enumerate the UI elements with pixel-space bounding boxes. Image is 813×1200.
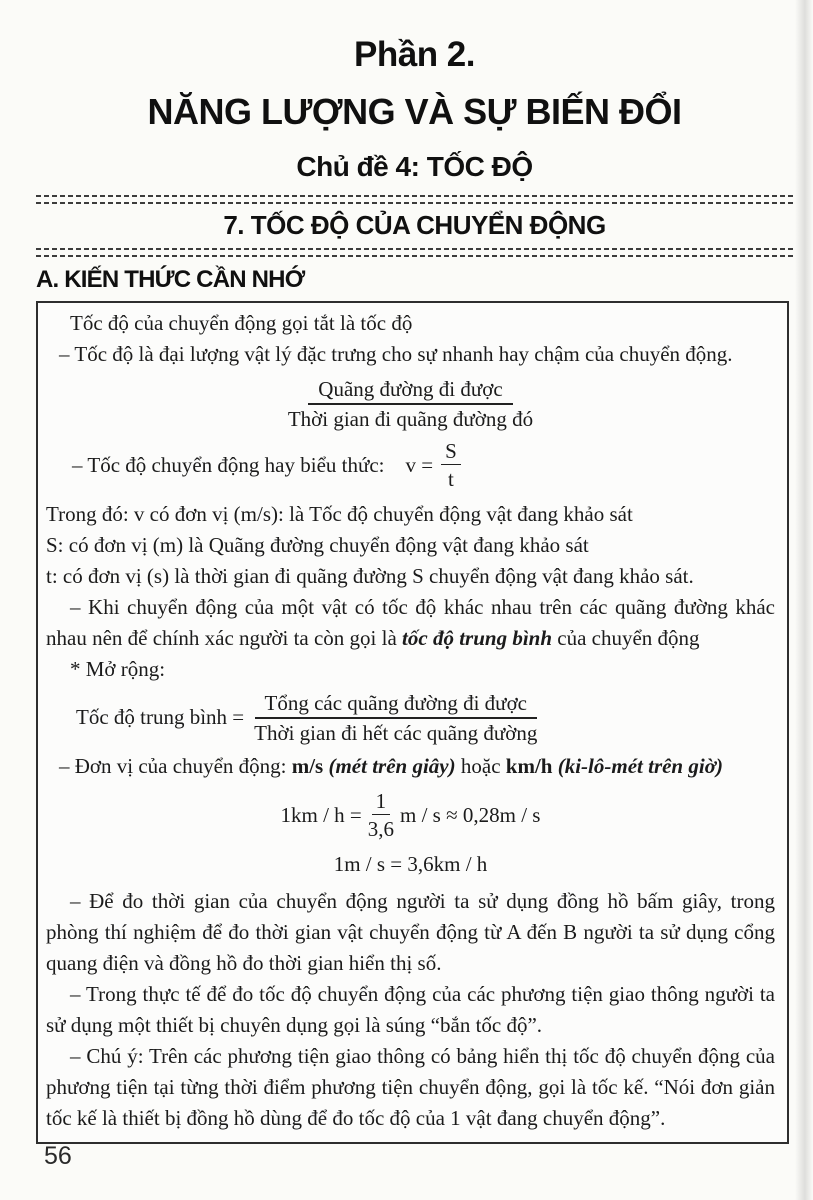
page-number: 56 [44, 1142, 72, 1170]
paragraph-speed-gun: – Trong thực tế để đo tốc độ chuyển động của các phương tiện giao thông người ta sử dụng một thiết bị chuyên dụng gọi là súng “bắn tốc độ”. [46, 981, 775, 1037]
section-divider-top [36, 195, 793, 204]
avg-formula-lhs: Tốc độ trung bình = [76, 705, 245, 730]
definition-line: – Tốc độ là đại lượng vật lý đặc trưng cho sự nhanh hay chậm của chuyển động. [59, 341, 733, 366]
conv1-left: 1km / h = [280, 802, 362, 827]
paragraph-speedometer-note: – Chú ý: Trên các phương tiện giao thông có bảng hiển thị tốc độ chuyển động của phương tiện tại từng thời điểm phương tiện chuyển động, gọi là tốc kế. “Nói đơn giản tốc kế là thiết bị đồng hồ dùng để đo tốc độ của 1 vật đang chuyển động”. [46, 1043, 775, 1130]
paragraph-measuring-time: – Để đo thời gian của chuyển động người ta sử dụng đồng hồ bấm giây, trong phòng thí nghiệm để đo thời gian vật chuyển động từ A đến B người ta sử dụng cổng quang điện và đồng hồ đo thời gian hiển thị số. [46, 888, 775, 975]
conversion-kmh-to-ms [46, 788, 775, 843]
unit-kmh: km/h [505, 754, 553, 779]
conv1-denominator: 3,6 [367, 817, 395, 842]
section-divider-bottom [36, 248, 793, 257]
speed-formula-denominator: t [448, 467, 454, 492]
speed-formula-numerator: S [441, 438, 461, 465]
intro-line: Tốc độ của chuyển động gọi tắt là tốc độ [70, 310, 413, 335]
part-label: Phần 2. [354, 35, 475, 74]
extension-label: * Mở rộng: [70, 656, 166, 681]
avg-formula-denominator: Thời gian đi hết các quãng đường [254, 720, 538, 745]
average-speed-formula [76, 690, 775, 747]
unit-line-prefix: – Đơn vị của chuyển động: [59, 754, 292, 779]
speed-formula-lhs: v = [405, 452, 434, 477]
avg-para-before: – Khi chuyển động của một vật có tốc độ khác nhau trên các quãng đường khác nhau nên để chính xác người ta còn gọi là [46, 594, 775, 650]
avg-formula-numerator: Tổng các quãng đường đi được [255, 690, 538, 719]
conversion-ms-to-kmh: 1m / s = 3,6km / h [333, 851, 488, 876]
fraction1-numerator: Quãng đường đi được [308, 376, 512, 405]
section-title: 7. TỐC ĐỘ CỦA CHUYỂN ĐỘNG [223, 209, 606, 240]
explain-v-line: Trong đó: v có đơn vị (m/s): là Tốc độ chuyển động vật đang khảo sát [46, 501, 633, 526]
knowledge-box [36, 301, 789, 1144]
unit-line-mid: hoặc [455, 754, 506, 779]
subsection-title: A. KIẾN THỨC CẦN NHỚ [36, 266, 305, 294]
average-speed-paragraph [46, 592, 775, 654]
unit-kmh-note: (ki-lô-mét trên giờ) [552, 754, 723, 779]
avg-para-emphasis: tốc độ trung bình [402, 625, 553, 650]
avg-para-after: của chuyển động [552, 625, 700, 650]
unit-ms-note: (mét trên giây) [323, 754, 456, 779]
explain-t-line: t: có đơn vị (s) là thời gian đi quãng đường S chuyển động vật đang khảo sát. [46, 563, 694, 588]
unit-ms: m/s [291, 754, 324, 779]
conv1-numerator: 1 [372, 788, 391, 815]
speed-formula-prefix: – Tốc độ chuyển động hay biểu thức: [72, 452, 385, 477]
fraction1-denominator: Thời gian đi quãng đường đó [287, 406, 534, 431]
explain-s-line: S: có đơn vị (m) là Quãng đường chuyển động vật đang khảo sát [46, 532, 589, 557]
unit-line [46, 751, 775, 782]
speed-word-fraction [46, 376, 775, 433]
speed-formula-line [46, 438, 775, 493]
topic-title: Chủ đề 4: TỐC ĐỘ [296, 150, 533, 182]
conv1-right: m / s ≈ 0,28m / s [400, 802, 541, 827]
part-title: NĂNG LƯỢNG VÀ SỰ BIẾN ĐỔI [147, 90, 682, 132]
